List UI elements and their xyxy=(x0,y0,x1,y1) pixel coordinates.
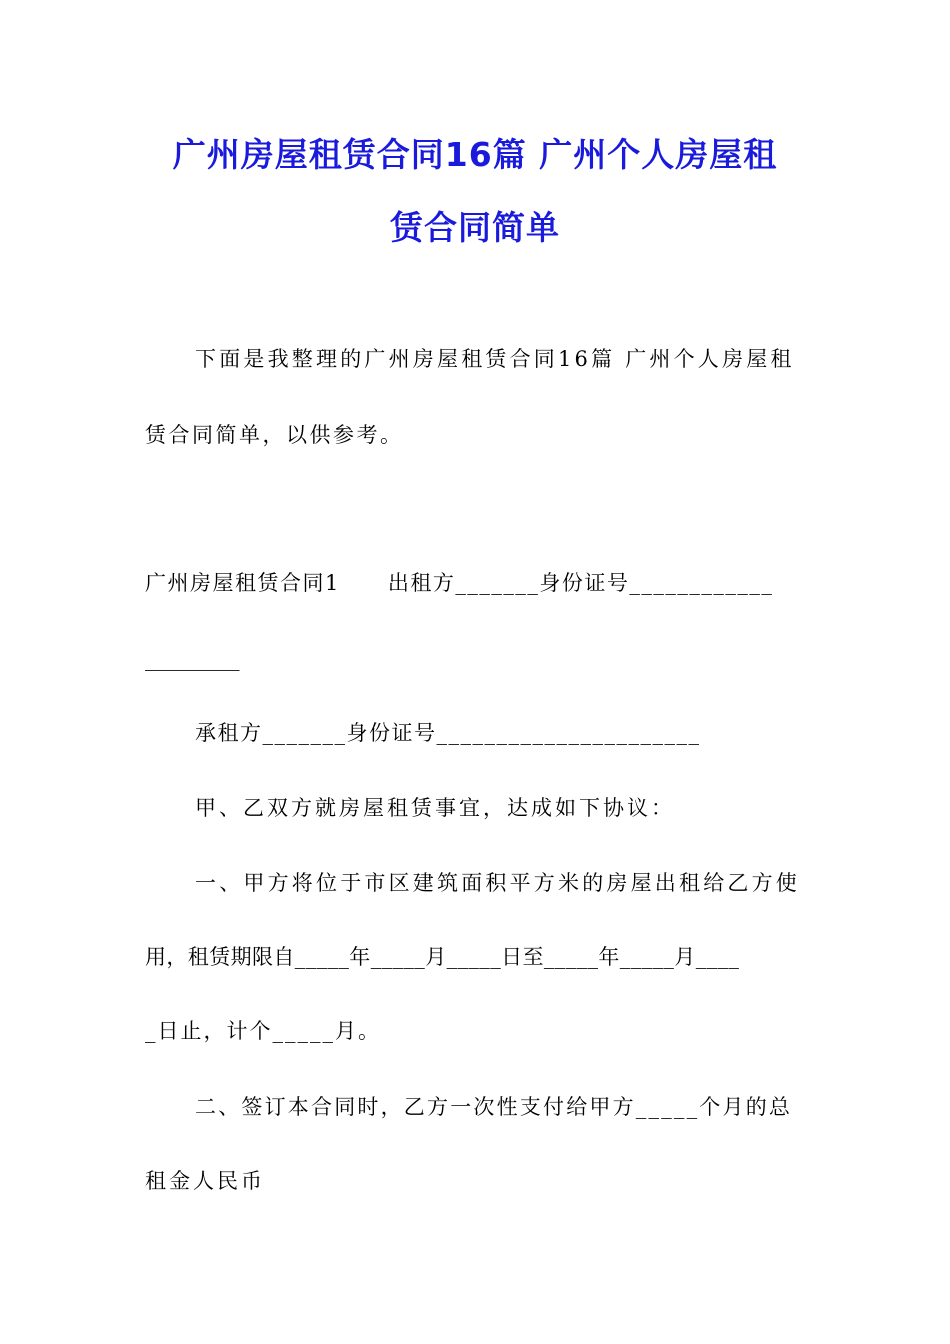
clause-2-line-2: 租金人民币 xyxy=(145,1169,265,1193)
document-title-line-1: 广州房屋租赁合同16篇 广州个人房屋租 xyxy=(172,135,778,174)
contract-1-header-line xyxy=(145,568,773,598)
tenant-line: 承租方_______身份证号______________________ xyxy=(195,721,701,745)
landlord-line-continued: _________ xyxy=(145,647,240,671)
landlord-line: 出租方_______身份证号____________ xyxy=(387,571,774,595)
clause-1-line-1: 一、甲方将位于市区建筑面积平方米的房屋出租给乙方使 xyxy=(195,871,800,895)
intro-line-2: 赁合同简单，以供参考。 xyxy=(145,423,404,447)
clause-2-line-1: 二、签订本合同时，乙方一次性支付给甲方_____个月的总 xyxy=(195,1095,793,1119)
document-title-line-2: 赁合同简单 xyxy=(390,208,560,247)
contract-1-heading: 广州房屋租赁合同1 xyxy=(145,571,340,595)
clause-1-line-2: 用，租赁期限自_____年_____月_____日至_____年_____月____ xyxy=(145,945,740,969)
agreement-line: 甲、乙双方就房屋租赁事宜，达成如下协议： xyxy=(195,796,675,820)
intro-line-1: 下面是我整理的广州房屋租赁合同16篇 广州个人房屋租 xyxy=(195,347,795,371)
clause-1-line-3: _日止，计个_____月。 xyxy=(145,1019,381,1043)
